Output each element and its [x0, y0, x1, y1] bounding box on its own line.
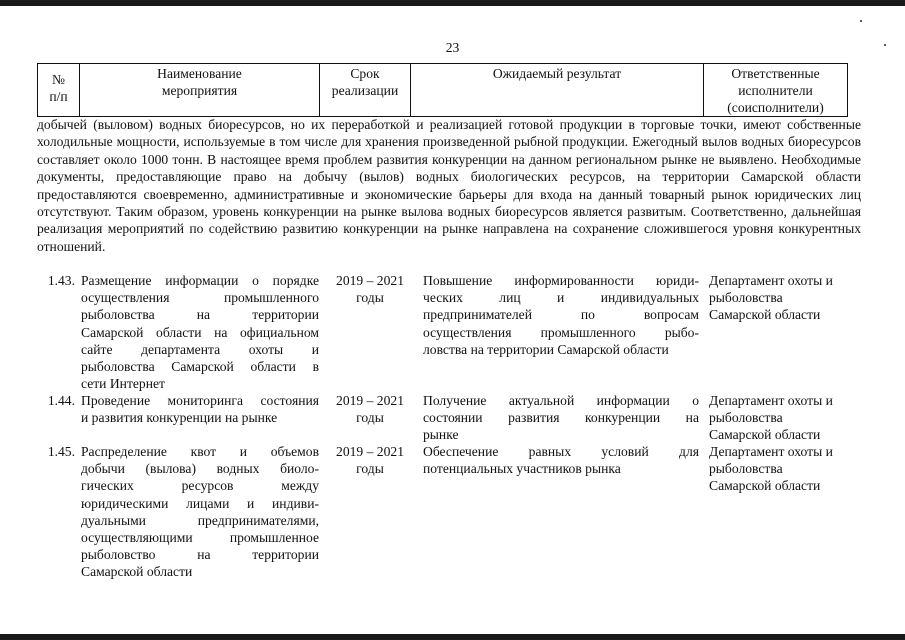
result-line: Повышение информированности юриди-	[423, 273, 699, 288]
executor-line: Департамент охоты и	[709, 444, 833, 459]
name-line: Самарской области на официальном	[81, 324, 319, 340]
result-line: Получение актуальной информации о	[423, 393, 699, 408]
name-line: сети Интернет	[81, 376, 165, 392]
header-name-line: Наименование	[157, 66, 242, 81]
name-line: Проведение мониторинга состояния	[81, 393, 319, 408]
header-executors-line: Ответственные	[731, 66, 820, 81]
term-line: 2019 – 2021	[336, 273, 404, 288]
header-num	[38, 64, 80, 117]
name-line: и развития конкуренции на рынке	[81, 410, 278, 426]
term-line: 2019 – 2021	[336, 393, 404, 408]
executor-line: Департамент охоты и	[709, 393, 833, 408]
result-line: ловства на территории Самарской области	[423, 341, 669, 357]
executor-line: Самарской области	[709, 478, 821, 494]
table-row	[37, 443, 861, 583]
executor-line: рыболовства	[709, 290, 783, 306]
result-line: потенциальных участников рынка	[423, 461, 621, 477]
row-term	[329, 443, 411, 477]
row-executors	[709, 443, 859, 495]
header-name	[80, 64, 320, 117]
row-number: 1.45.	[47, 444, 75, 459]
name-line: Самарской области	[81, 564, 193, 580]
result-line: осуществления промышленного рыбо-	[423, 324, 699, 340]
name-line: добычи (вылова) водных биоло-	[81, 461, 319, 477]
scan-bottom-edge	[0, 634, 905, 640]
name-line: дуальными предпринимателями,	[81, 512, 319, 528]
header-executors-line: исполнители	[738, 83, 813, 98]
row-name	[81, 272, 319, 392]
row-executors	[709, 272, 859, 324]
row-result	[423, 392, 699, 444]
row-name	[81, 392, 319, 426]
row-name	[81, 443, 319, 581]
result-line: рынке	[423, 427, 459, 443]
scan-speck	[860, 20, 862, 22]
row-number: 1.44.	[47, 393, 75, 408]
executor-line: рыболовства	[709, 461, 783, 477]
row-result	[423, 443, 699, 477]
name-line: рыболовства на территории	[81, 307, 319, 323]
intro-paragraph: добычей (выловом) водных биоресурсов, но их переработкой и реализацией готовой продукции в торговые точки, имеют собственные холодильные мощности, используемые в том числе для хранения произведенной рыбной продукции. Ежегодный вылов водных биоресурсов составляет около 1000 тонн. В настоящее время проблем развития конкуренции на данном региональном рынке не выявлено. Необходимые документы, предоставляющие право на добычу (вылов) водных биологических ресурсов, на территории Самарской области предоставляются своевременно, административные и экономические барьеры для входа на данный товарный рынок юридических лиц отсутствуют. Таким образом, уровень конкуренции на рынке вылова водных биоресурсов является развитым. Соответственно, дальнейшая реализация мероприятий по содействию развитию конкуренции на рынке направлена на сохранение сложившегося уровня конкурентных отношений.	[37, 117, 861, 254]
name-line: Размещение информации о порядке	[81, 273, 319, 288]
header-result	[411, 64, 704, 117]
result-line: Обеспечение равных условий для	[423, 444, 699, 459]
term-line: годы	[356, 410, 384, 426]
table-row	[37, 272, 861, 412]
header-name-line: мероприятия	[161, 83, 238, 98]
result-line: состоянии развития конкуренции на	[423, 410, 699, 426]
table-header	[37, 63, 848, 117]
header-result-line: Ожидаемый результат	[492, 66, 622, 81]
name-line: рыболовство на территории	[81, 547, 319, 563]
name-line: юридическими лицами и индиви-	[81, 495, 319, 511]
executor-line: Департамент охоты и	[709, 273, 833, 288]
result-line: ческих лиц и индивидуальных	[423, 290, 699, 306]
executor-line: рыболовства	[709, 410, 783, 426]
row-term	[329, 392, 411, 426]
row-number: 1.43.	[47, 273, 75, 288]
row-executors	[709, 392, 859, 444]
name-line: гических ресурсов между	[81, 478, 319, 494]
result-line: предпринимателей по вопросам	[423, 307, 699, 323]
header-num-line: п/п	[49, 89, 68, 104]
header-term	[320, 64, 411, 117]
term-line: годы	[356, 461, 384, 477]
name-line: Распределение квот и объемов	[81, 444, 319, 459]
header-term-line: Срок	[350, 66, 380, 81]
name-line: осуществляющими промышленное	[81, 530, 319, 546]
term-line: годы	[356, 290, 384, 306]
name-line: сайте департамента охоты и	[81, 341, 319, 357]
header-executors	[704, 64, 848, 117]
header-executors-line: (соисполнители)	[727, 100, 824, 115]
row-term	[329, 272, 411, 306]
term-line: 2019 – 2021	[336, 444, 404, 459]
page-number: 23	[445, 40, 460, 55]
executor-line: Самарской области	[709, 427, 821, 443]
header-num-line: №	[52, 72, 65, 87]
executor-line: Самарской области	[709, 307, 821, 323]
row-result	[423, 272, 699, 358]
scan-top-edge	[0, 0, 905, 6]
name-line: рыболовства Самарской области в	[81, 359, 319, 375]
header-term-line: реализации	[331, 83, 399, 98]
name-line: осуществления промышленного	[81, 290, 319, 306]
